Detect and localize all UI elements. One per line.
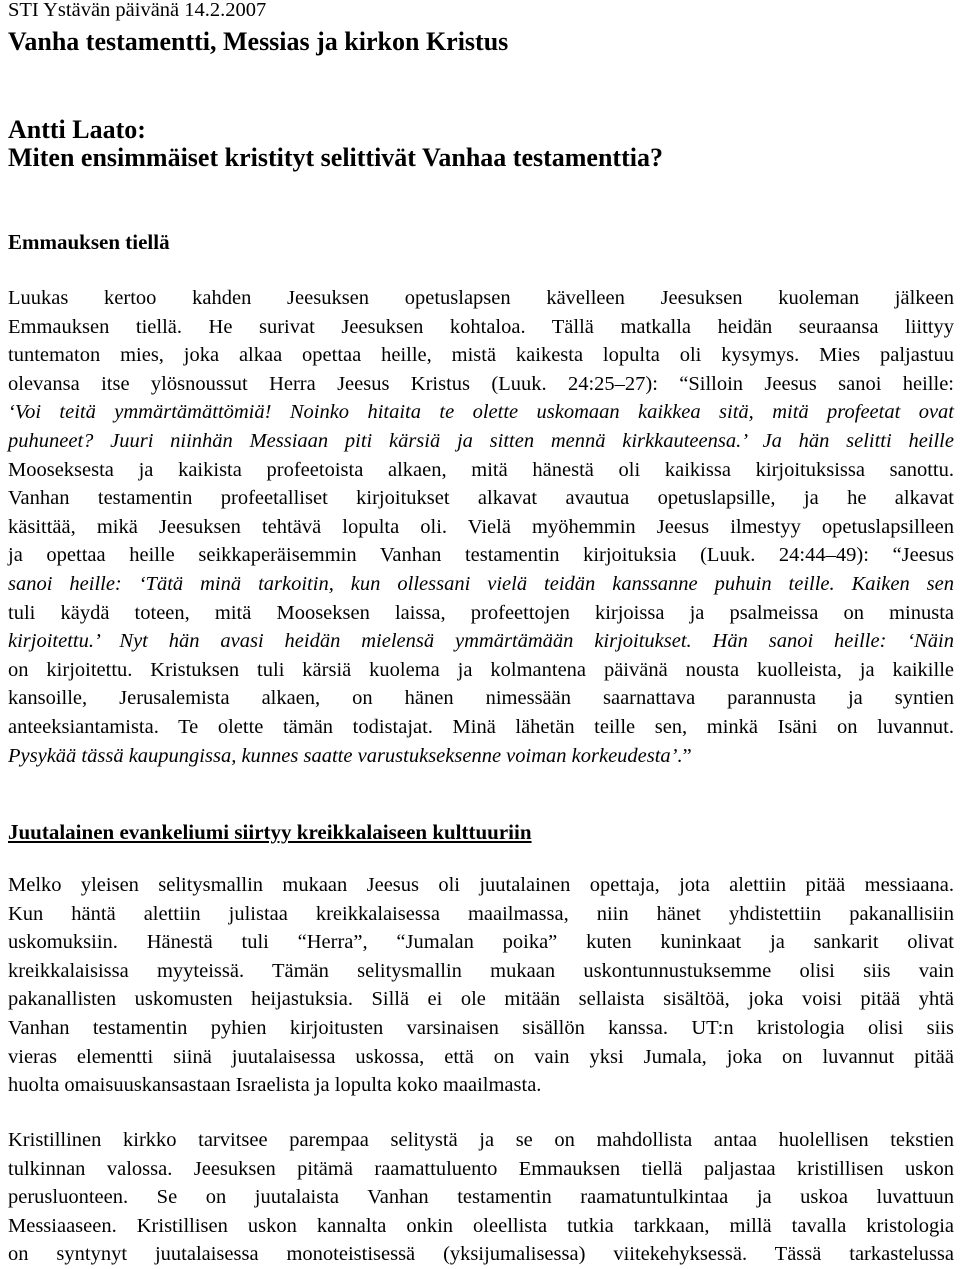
text-line [8, 599, 954, 628]
text-line: Messiaaseen. Kristillisen uskon kannalta onkin oleellista tutkia tarkkaan, millä tavalla kristologia [8, 1214, 954, 1237]
italic-text: Kaiken sen [834, 572, 954, 595]
text-line [8, 713, 954, 742]
text-line: on syntynyt juutalaisessa monoteistisessä (yksijumalisessa) viitekehyksessä. Tässä tarkastelussa [8, 1243, 954, 1266]
text-line [8, 427, 954, 456]
text-line [8, 570, 954, 599]
italic-text: ‘Voi teitä ymmärtämättömiä! Noinko hitaita te olette uskomaan kaikkea sitä, mitä profeetat ovat [8, 401, 954, 424]
text-line [8, 541, 954, 570]
text-line: pakanallisten uskomusten heijastuksia. Sillä ei ole mitään sellaista sisältöä, joka voisi pitää yhtä [8, 988, 954, 1011]
text-line [8, 398, 954, 427]
text-span: Luukas kertoo kahden Jeesuksen opetuslapsen kävelleen Jeesuksen kuoleman jälkeen [8, 287, 954, 309]
text-line: vieras elementti siinä juutalaisessa uskossa, että on vain yksi Jumala, joka on luvannut pitää [8, 1045, 954, 1068]
text-line [8, 370, 954, 399]
event-line: STI Ystävän päivänä 14.2.2007 [8, 0, 267, 21]
text-line [8, 284, 954, 313]
text-line [8, 742, 954, 771]
text-span: Mooseksesta ja kaikista profeetoista alkaen, mitä hänestä oli kaikissa kirjoituksissa sanottu. [8, 458, 954, 481]
paragraph-church-needs [8, 1126, 954, 1269]
text-line: huolta omaisuuskansastaan Israelista ja lopulta koko maailmasta. [8, 1074, 542, 1097]
text-span: käsittää, mikä Jeesuksen tehtävä lopulta oli. Vielä myöhemmin Jeesus ilmestyy opetuslapsilleen [8, 515, 954, 538]
text-span: tuli käydä toteen, mitä Mooseksen laissa, profeettojen kirjoissa ja psalmeissa on minusta [8, 601, 954, 624]
italic-text: puhuneet? Juuri niinhän Messiaan piti kärsiä ja sitten mennä kirkkauteensa.’ [8, 429, 746, 452]
text-line [8, 513, 954, 542]
lecture-author: Antti Laato: [8, 115, 146, 144]
italic-text: sanoi heille: ‘Tätä minä tarkoitin, kun ollessani vielä teidän kanssanne puhuin teille. [8, 572, 835, 595]
text-line: tulkinnan valossa. Jeesuksen pitämä raamattuluento Emmauksen tiellä paljastaa kristillisen uskon [8, 1157, 954, 1180]
text-span: ja opettaa heille seikkaperäisemmin Vanhan testamentin kirjoituksia (Luuk. 24:44–49): “Jeesus [8, 544, 954, 567]
text-line [8, 627, 954, 656]
italic-text: kirjoitettu.’ Nyt hän avasi heidän mielensä ymmärtämään kirjoitukset. Hän sanoi heille: ‘Näin [8, 630, 954, 653]
text-line: Vanhan testamentin pyhien kirjoitusten varsinaisen sisällön kanssa. UT:n kristologia olisi siis [8, 1016, 954, 1039]
text-span: kansoille, Jerusalemista alkaen, on hänen nimessään saarnattava parannusta ja syntien [8, 687, 954, 710]
lecture-title: Miten ensimmäiset kristityt selittivät Vanhaa testamenttia? [8, 143, 663, 172]
text-span: Vanhan testamentin profeetalliset kirjoitukset alkavat avautua opetuslapsille, ja he alkavat [8, 487, 954, 510]
text-line [8, 456, 954, 485]
section-heading-emmaus: Emmauksen tiellä [8, 230, 170, 254]
text-line [8, 341, 954, 370]
paragraph-explanation-model [8, 871, 954, 1100]
text-line: Melko yleisen selitysmallin mukaan Jeesus oli juutalainen opettaja, jota alettiin pitää messiaana. [8, 874, 954, 896]
text-line: kreikkalaisissa myyteissä. Tämän selitysmallin mukaan uskontunnustuksemme olisi siis vain [8, 959, 954, 982]
text-line [8, 484, 954, 513]
text-line: Kun häntä alettiin julistaa kreikkalaisessa maailmassa, niin hänet yhdistettiin pakanallisiin [8, 902, 954, 925]
text-span: on kirjoitettu. Kristuksen tuli kärsiä kuolema ja kolmantena päivänä nousta kuolleista, ja kaikille [8, 658, 954, 681]
section-heading-greek-culture: Juutalainen evankeliumi siirtyy kreikkalaiseen kulttuuriin [8, 820, 532, 844]
italic-text: Pysykää tässä kaupungissa, kunnes saatte varustukseksenne voiman korkeudesta’. [8, 744, 683, 767]
text-line: Kristillinen kirkko tarvitsee parempaa selitystä ja se on mahdollista antaa huolellisen tekstien [8, 1129, 954, 1151]
text-line [8, 656, 954, 685]
section-body-emmaus [8, 284, 954, 770]
document-title: Vanha testamentti, Messias ja kirkon Kristus [8, 27, 509, 56]
text-line [8, 313, 954, 342]
text-line [8, 684, 954, 713]
text-span: olevansa itse ylösnoussut Herra Jeesus Kristus (Luuk. 24:25–27): “Silloin Jeesus sanoi heille: [8, 372, 954, 395]
italic-text: Ja hän selitti heille [745, 429, 954, 452]
text-line: perusluonteen. Se on juutalaista Vanhan testamentin raamatuntulkintaa ja uskoa luvattuun [8, 1186, 954, 1209]
text-span: Emmauksen tiellä. He surivat Jeesuksen kohtaloa. Tällä matkalla heidän seuraansa liittyy [8, 315, 954, 338]
text-span: ” [682, 744, 692, 767]
text-span: tuntematon mies, joka alkaa opettaa heille, mistä kaikesta lopulta oli kysymys. Mies paljastuu [8, 344, 954, 367]
text-span: anteeksiantamista. Te olette tämän todistajat. Minä lähetän teille sen, minkä Isäni on luvannut. [8, 715, 954, 738]
text-line: uskomuksiin. Hänestä tuli “Herra”, “Jumalan poika” kuten kuninkaat ja sankarit olivat [8, 931, 954, 954]
